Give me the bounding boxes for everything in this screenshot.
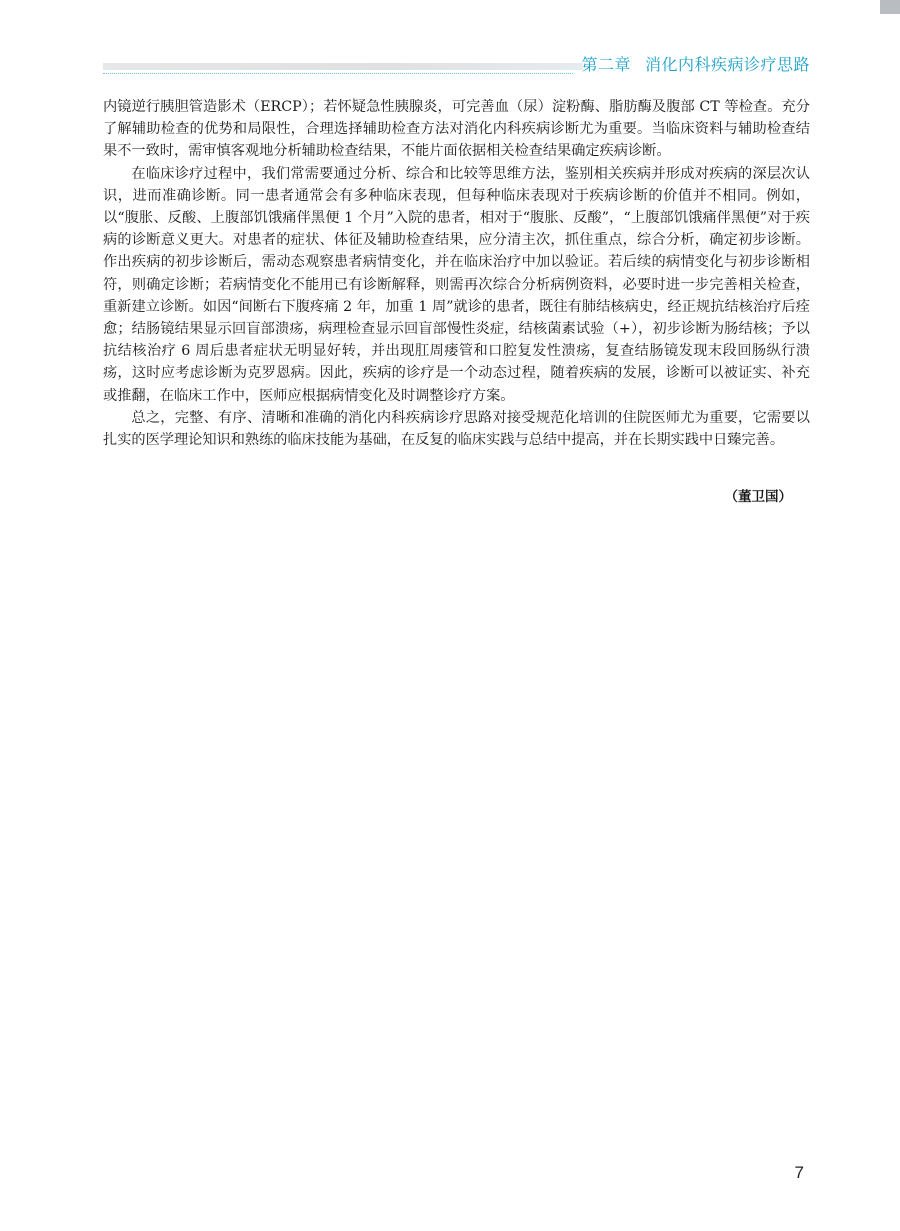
page-number: 7 bbox=[794, 1163, 804, 1182]
corner-mark bbox=[880, 0, 900, 14]
chapter-label: 第二章 bbox=[581, 55, 631, 74]
header-dotted-line bbox=[103, 72, 573, 74]
paragraph: 在临床诊疗过程中，我们常需要通过分析、综合和比较等思维方法，鉴别相关疾病并形成对疾病的深层次认识，进而准确诊断。同一患者通常会有多种临床表现，但每种临床表现对于疾病诊断的价值并不相同。例如，以“腹胀、反酸、上腹部饥饿痛伴黑便 1 个月”入院的患者，相对于“腹胀、反酸”，“上腹部饥饿痛伴黑便”对于疾病的诊断意义更大。对患者的症状、体征及辅助检查结果，应分清主次，抓住重点，综合分析，确定初步诊断。作出疾病的初步诊断后，需动态观察患者病情变化，并在临床治疗中加以验证。若后续的病情变化与初步诊断相符，则确定诊断；若病情变化不能用已有诊断解释，则需再次综合分析病例资料，必要时进一步完善相关检查，重新建立诊断。如因“间断右下腹疼痛 2 年，加重 1 周”就诊的患者，既往有肺结核病史，经正规抗结核治疗后痊愈；结肠镜结果显示回盲部溃疡，病理检查显示回盲部慢性炎症，结核菌素试验（+），初步诊断为肠结核；予以抗结核治疗 6 周后患者症状无明显好转，并出现肛周瘘管和口腔复发性溃疡，复查结肠镜发现末段回肠纵行溃疡，这时应考虑诊断为克罗恩病。因此，疾病的诊疗是一个动态过程，随着疾病的发展，诊断可以被证实、补充或推翻，在临床工作中，医师应根据病情变化及时调整诊疗方案。 bbox=[103, 165, 810, 404]
author-credit: （董卫国） bbox=[724, 489, 792, 505]
body-text bbox=[103, 96, 810, 451]
header-title bbox=[581, 52, 810, 75]
running-header bbox=[103, 52, 810, 74]
chapter-title: 消化内科疾病诊疗思路 bbox=[644, 55, 810, 74]
paragraph-continued: 内镜逆行胰胆管造影术（ERCP）；若怀疑急性胰腺炎，可完善血（尿）淀粉酶、脂肪酶及腹部 CT 等检查。充分了解辅助检查的优势和局限性，合理选择辅助检查方法对消化内科疾病诊断尤为重要。当临床资料与辅助检查结果不一致时，需审慎客观地分析辅助检查结果，不能片面依据相关检查结果确定疾病诊断。 bbox=[103, 99, 810, 160]
header-rule bbox=[103, 63, 583, 70]
paragraph: 总之，完整、有序、清晰和准确的消化内科疾病诊疗思路对接受规范化培训的住院医师尤为重要，它需要以扎实的医学理论知识和熟练的临床技能为基础，在反复的临床实践与总结中提高，并在长期实践中日臻完善。 bbox=[103, 409, 810, 449]
